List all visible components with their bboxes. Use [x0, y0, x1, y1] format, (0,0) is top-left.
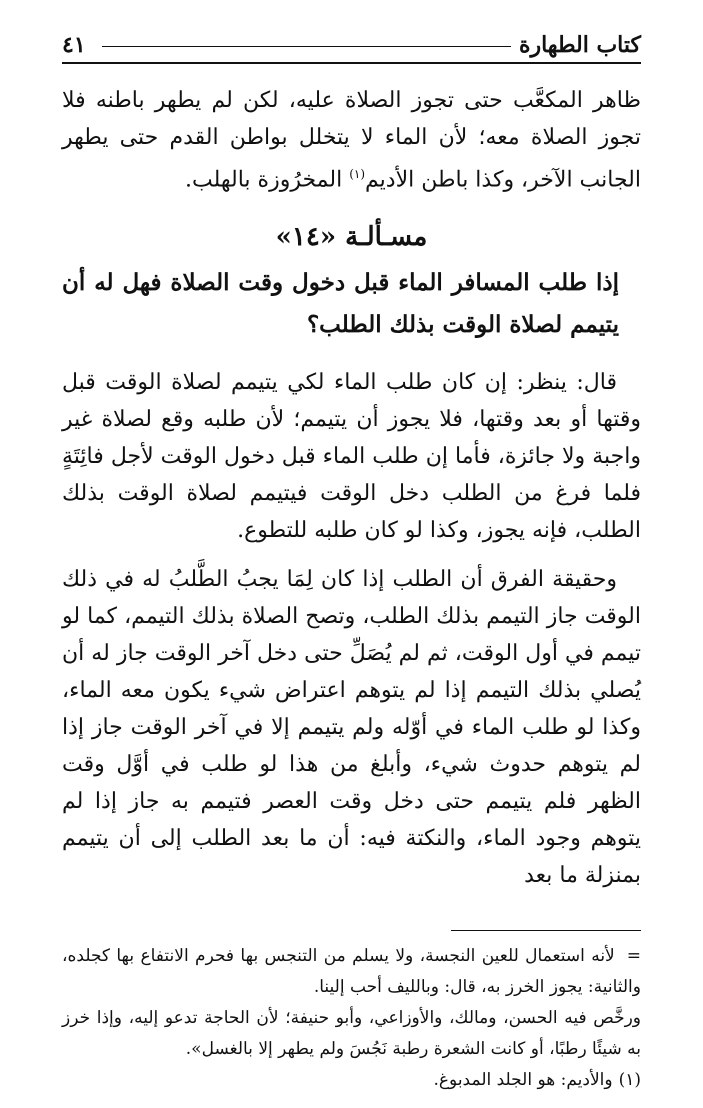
- question-text: إذا طلب المسافر الماء قبل دخول وقت الصلاة فهل له أن يتيمم لصلاة الوقت بذلك الطلب؟: [62, 269, 619, 339]
- footnote-continuation-1: [62, 941, 641, 1003]
- header-title: كتاب الطهارة: [518, 32, 641, 58]
- paragraph-1-text: ظاهر المكعَّب حتى تجوز الصلاة عليه، لكن لم يطهر باطنه فلا تجوز الصلاة معه؛ لأن الماء لا يتخلل بواطن القدم حتى يطهر الجانب الآخر، وكذا باطن الأديم: [62, 88, 641, 193]
- paragraph-1: [62, 82, 641, 198]
- page-number: ٤١: [62, 32, 86, 58]
- running-header: [62, 28, 641, 64]
- footnote-1-number: (١): [618, 1070, 641, 1091]
- footnotes: [62, 941, 641, 1096]
- footnote-continuation-marker: =: [626, 946, 641, 967]
- footnote-ref-1[interactable]: (١): [349, 167, 366, 181]
- paragraph-3: وحقيقة الفرق أن الطلب إذا كان لِمَا يجبُ الطَّلبُ له في ذلك الوقت جاز التيمم بذلك الطلب، وتصح الصلاة بذلك التيمم، كما لو تيمم في أول الوقت، ثم لم يُصَلِّ حتى دخل آخر الوقت جاز له أن يُصلي بذلك التيمم إذا لم يتوهم اعتراض شيء يكون معه الماء، وكذا لو طلب الماء في أوّله ولم يتيمم إلا في آخر الوقت جاز إذا لم يتوهم حدوث شيء، وأبلغ من هذا لو طلب في أوَّل وقت الظهر فلم يتيمم حتى دخل وقت العصر فتيمم به جاز إذا لم يتوهم وجود الماء، والنكتة فيه: أن ما بعد الطلب إلى أن يتيمم بمنزلة ما بعد: [62, 567, 641, 889]
- book-page: [62, 28, 641, 1091]
- footnote-separator: [451, 930, 641, 931]
- section-heading: مسـألـة «١٤»: [275, 222, 428, 253]
- header-rule: [102, 46, 511, 47]
- paragraph-1-tail: المخرُوزة بالهلب.: [185, 167, 350, 193]
- footnote-continuation-1-text: لأنه استعمال للعين النجسة، ولا يسلم من التنجس بها فحرم الانتفاع بها كجلده، والثانية: يجوز الخرز به، قال: وبالليف أحب إلينا.: [62, 946, 641, 998]
- paragraph-2: قال: ينظر: إن كان طلب الماء لكي يتيمم لصلاة الوقت قبل وقتها أو بعد وقتها، فلا يجوز أن يتيمم؛ لأن طلبه وقع لصلاة غير واجبة ولا جائزة، فأما إن طلب الماء قبل دخول الوقت لأجل فائِتَةٍ فلما فرغ من الطلب دخل الوقت فيتيمم لصلاة الوقت بذلك الطلب، فإنه يجوز، وكذا لو كان طلبه للتطوع.: [62, 370, 641, 544]
- footnote-1-text: والأديم: هو الجلد المدبوغ.: [433, 1070, 613, 1091]
- footnote-1: [62, 1065, 641, 1096]
- footnote-continuation-2: ورخَّص فيه الحسن، ومالك، والأوزاعي، وأبو حنيفة؛ لأن الحاجة تدعو إليه، وإذا خرز به شيئًا رطبًا، أو كانت الشعرة رطبة نَجُسَ ولم يطهر إلا بالغسل».: [62, 1008, 641, 1060]
